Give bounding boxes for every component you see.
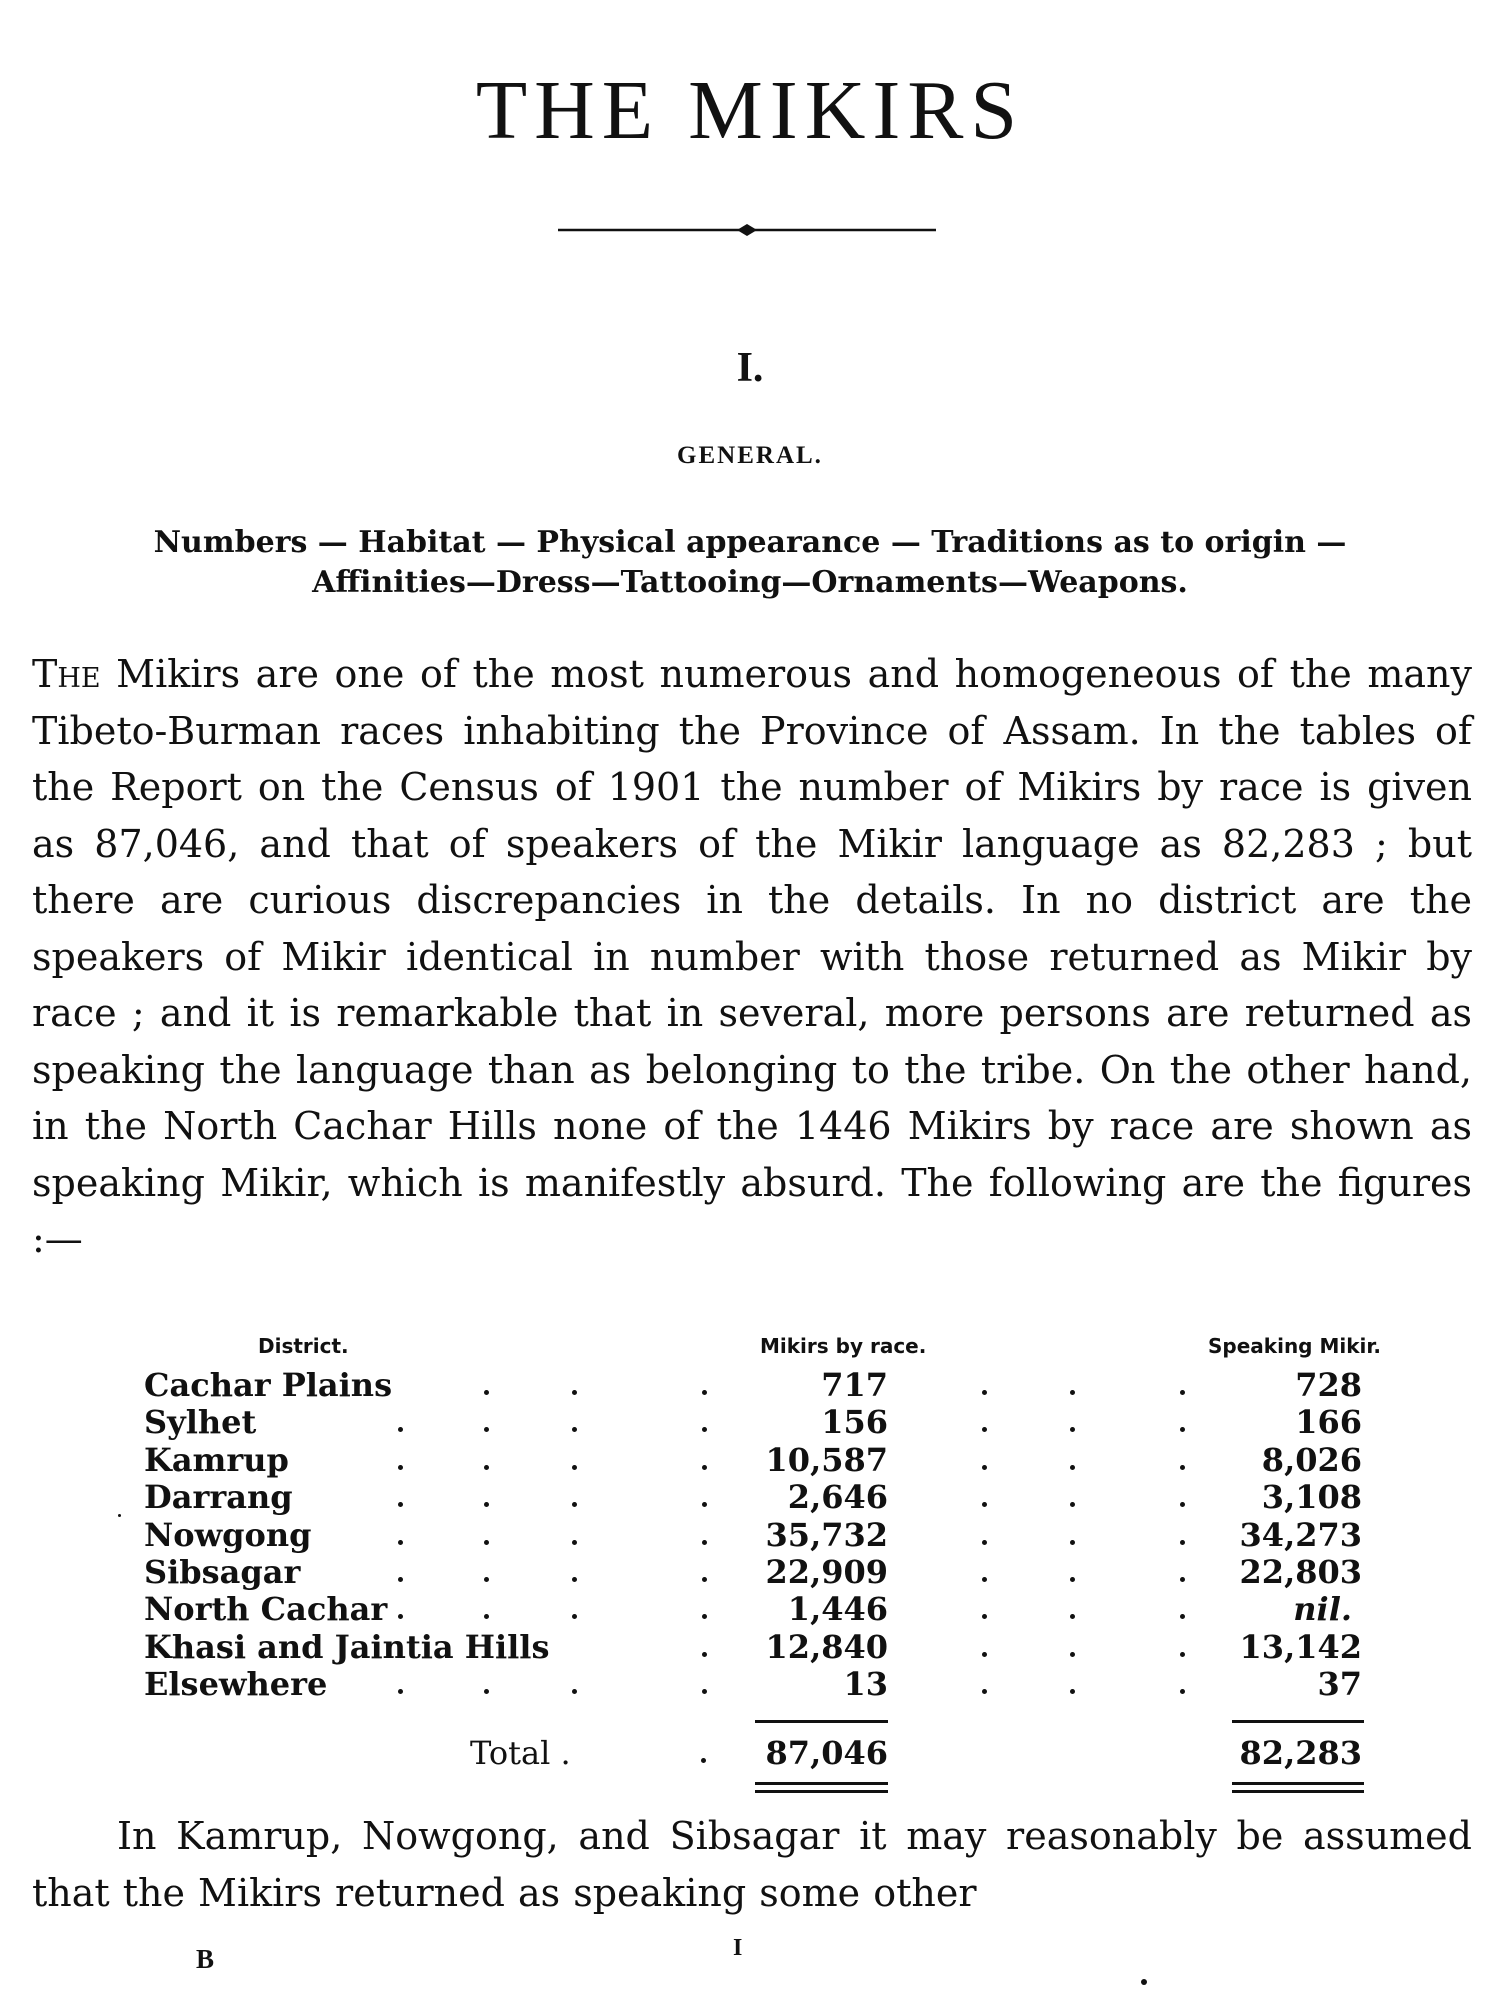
table-header-district: District. xyxy=(258,1334,349,1358)
leader-dot xyxy=(982,1502,987,1507)
signature-mark: B xyxy=(196,1944,215,1974)
total-race-value: 87,046 xyxy=(765,1734,888,1772)
cell-district: Elsewhere xyxy=(144,1665,328,1704)
page-title: THE MIKIRS xyxy=(475,64,1025,157)
leader-dot xyxy=(484,1540,489,1545)
cell-speaking: 22,803 xyxy=(1239,1553,1362,1591)
table-row xyxy=(0,1629,1500,1666)
cell-race: 10,587 xyxy=(765,1440,888,1479)
total-speaking-value: 82,283 xyxy=(1239,1734,1362,1772)
leader-dot xyxy=(572,1502,577,1507)
leader-dot xyxy=(702,1614,707,1619)
total-leader-dot xyxy=(701,1758,706,1763)
leader-dot xyxy=(702,1465,707,1470)
leader-dot xyxy=(1070,1465,1075,1470)
page-number: I xyxy=(733,1935,743,1961)
total-rule-speaking xyxy=(1232,1720,1364,1723)
cell-speaking: nil. xyxy=(1293,1590,1352,1629)
leader-dot xyxy=(982,1652,987,1657)
double-rule-speaking-bottom xyxy=(1232,1790,1364,1793)
leader-dot xyxy=(982,1577,987,1582)
leader-dot xyxy=(982,1614,987,1619)
cell-race: 2,646 xyxy=(787,1478,888,1517)
leader-dot xyxy=(1070,1390,1075,1395)
leader-dot xyxy=(484,1465,489,1470)
table-row xyxy=(0,1442,1500,1479)
leader-dot xyxy=(1180,1540,1185,1545)
leader-dot xyxy=(484,1689,489,1694)
leader-dot xyxy=(484,1502,489,1507)
cell-race: 13 xyxy=(843,1665,888,1704)
cell-district: Darrang xyxy=(144,1478,293,1517)
cell-speaking: 34,273 xyxy=(1239,1515,1362,1554)
leader-dot xyxy=(1070,1427,1075,1432)
leader-dot xyxy=(484,1614,489,1619)
section-heading: GENERAL. xyxy=(677,442,823,469)
leader-dot xyxy=(702,1540,707,1545)
leader-dot xyxy=(1180,1577,1185,1582)
table-row xyxy=(0,1591,1500,1628)
cell-speaking: 37 xyxy=(1317,1665,1362,1704)
cell-speaking: 3,108 xyxy=(1261,1478,1362,1517)
leader-dot xyxy=(398,1540,403,1545)
leader-dot xyxy=(982,1427,987,1432)
cell-speaking: 728 xyxy=(1295,1366,1362,1404)
leader-dot xyxy=(1070,1689,1075,1694)
leader-dot xyxy=(572,1614,577,1619)
leader-dot xyxy=(398,1502,403,1507)
double-rule-race-bottom xyxy=(755,1790,888,1793)
table-row xyxy=(0,1517,1500,1554)
cell-district: Sylhet xyxy=(144,1403,257,1442)
leader-dot xyxy=(1180,1465,1185,1470)
ink-speck xyxy=(118,1514,121,1517)
leader-dot xyxy=(398,1577,403,1582)
leader-dot xyxy=(572,1540,577,1545)
cell-district: Nowgong xyxy=(144,1515,312,1554)
double-rule-race-top xyxy=(755,1782,888,1785)
cell-district: Kamrup xyxy=(144,1440,289,1479)
paragraph-continuation: In Kamrup, Nowgong, and Sibsagar it may reasonably be assumed that the Mikirs returned as speaking some other xyxy=(32,1814,1472,1915)
leader-dot xyxy=(398,1689,403,1694)
cell-race: 156 xyxy=(821,1403,888,1442)
cell-district: North Cachar xyxy=(144,1590,388,1629)
table-row xyxy=(0,1479,1500,1516)
leader-dot xyxy=(1180,1502,1185,1507)
leader-dot xyxy=(702,1577,707,1582)
cell-speaking: 8,026 xyxy=(1261,1440,1362,1479)
leader-dot xyxy=(1070,1614,1075,1619)
paragraph-lead-word: The xyxy=(32,652,101,696)
cell-race: 1,446 xyxy=(787,1590,888,1629)
leader-dot xyxy=(1180,1614,1185,1619)
double-rule-speaking-top xyxy=(1232,1782,1364,1785)
cell-race: 12,840 xyxy=(765,1627,888,1666)
table-row xyxy=(0,1666,1500,1703)
leader-dot xyxy=(1180,1689,1185,1694)
leader-dot xyxy=(1180,1427,1185,1432)
cell-district: Cachar Plains xyxy=(144,1366,393,1404)
leader-dot xyxy=(702,1652,707,1657)
leader-dot xyxy=(982,1390,987,1395)
cell-speaking: 13,142 xyxy=(1239,1627,1362,1666)
cell-race: 717 xyxy=(821,1366,888,1404)
cell-district: Khasi and Jaintia Hills xyxy=(144,1627,550,1666)
leader-dot xyxy=(1180,1390,1185,1395)
leader-dot xyxy=(1070,1540,1075,1545)
leader-dot xyxy=(1180,1652,1185,1657)
synopsis-line-2: Affinities—Dress—Tattooing—Ornaments—Weapons. xyxy=(312,565,1188,600)
table-row xyxy=(0,1367,1500,1404)
cell-race: 35,732 xyxy=(765,1515,888,1554)
total-label: Total . xyxy=(470,1734,571,1772)
cell-district: Sibsagar xyxy=(144,1553,301,1591)
leader-dot xyxy=(572,1427,577,1432)
table-header-race: Mikirs by race. xyxy=(760,1334,927,1358)
leader-dot xyxy=(572,1465,577,1470)
leader-dot xyxy=(572,1390,577,1395)
leader-dot xyxy=(484,1427,489,1432)
leader-dot xyxy=(982,1689,987,1694)
cell-race: 22,909 xyxy=(765,1553,888,1591)
table-row xyxy=(0,1554,1500,1591)
paragraph-census-body: Mikirs are one of the most numerous and homogeneous of the many Tibeto-Burman races inhabiting the Province of Assam. In the tables of the Report on the Census of 1901 the number of Mikirs by race is given as 87,046, and that of speakers of the Mikir language as 82,283 ; but there are curious discrepancies in the details. In no district are the speakers of Mikir identical in number with those returned as Mikir by race ; and it is remarkable that in several, more persons are returned as speaking the language than as belonging to the tribe. On the other hand, in the North Cachar Hills none of the 1446 Mikirs by race are shown as speaking Mikir, which is manifestly absurd. The following are the figures :— xyxy=(32,652,1472,1261)
section-number: I. xyxy=(736,345,764,391)
leader-dot xyxy=(484,1577,489,1582)
leader-dot xyxy=(484,1390,489,1395)
leader-dot xyxy=(982,1540,987,1545)
table-row xyxy=(0,1404,1500,1441)
ink-speck xyxy=(1141,1979,1147,1985)
leader-dot xyxy=(398,1465,403,1470)
leader-dot xyxy=(572,1577,577,1582)
cell-speaking: 166 xyxy=(1295,1403,1362,1442)
synopsis-line-1: Numbers — Habitat — Physical appearance — Traditions as to origin — xyxy=(153,525,1347,560)
total-rule-race xyxy=(755,1720,888,1723)
table-header-speaking: Speaking Mikir. xyxy=(1208,1334,1381,1358)
leader-dot xyxy=(702,1689,707,1694)
leader-dot xyxy=(398,1427,403,1432)
leader-dot xyxy=(982,1465,987,1470)
leader-dot xyxy=(702,1502,707,1507)
leader-dot xyxy=(1070,1652,1075,1657)
leader-dot xyxy=(572,1689,577,1694)
leader-dot xyxy=(1070,1502,1075,1507)
leader-dot xyxy=(702,1427,707,1432)
leader-dot xyxy=(398,1614,403,1619)
leader-dot xyxy=(702,1390,707,1395)
leader-dot xyxy=(1070,1577,1075,1582)
